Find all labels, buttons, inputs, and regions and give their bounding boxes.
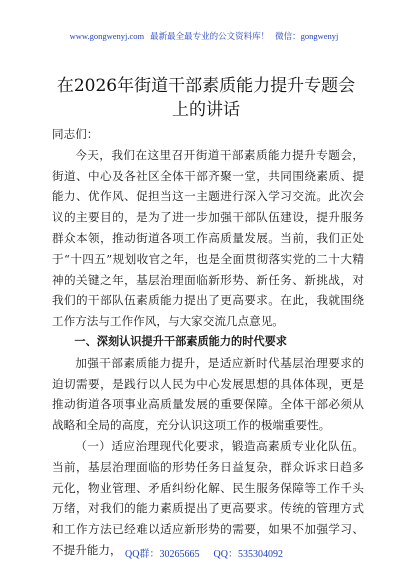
body-paragraph: 今天，我们在这里召开街道干部素质能力提升专题会，街道、中心及各社区全体干部齐聚一堂，共同围绕素质、提能力、优作风、促担当这一主题进行深入学习交流。此次会议的主要目的，是为了进一步加强干部队伍建设，提升服务群众本领，推动街道各项工作高质量发展。当前，我们正处于“十四五”规划收官之年，也是全面贯彻落实党的二十大精神的关键之年，基层治理面临新形势、新任务、新挑战，对我们的干部队伍素质能力提出了更高要求。在此，我就围绕工作方法与工作作风，与大家交流几点意见。: [52, 147, 364, 329]
document-title: 在2026年街道干部素质能力提升专题会上的讲话: [56, 76, 356, 120]
qq-group: QQ群：30265665: [125, 549, 200, 560]
body-paragraph: （一）适应治理现代化要求，锻造高素质专业化队伍。当前，基层治理面临的形势任务日益复杂，群众诉求日趋多元化，物业管理、矛盾纠纷化解、民生服务保障等工作千头万绪，对我们的能力素质提出了更高要求。传统的管理方式和工作方法已经难以适应新形势的需要，如果不加强学习、不提升能力，: [52, 438, 364, 557]
body-paragraph: 加强干部素质能力提升，是适应新时代基层治理要求的迫切需要，是践行以人民为中心发展思想的具体体现，更是推动街道各项事业高质量发展的重要保障。全体干部必须从战略和全局的高度，充分认识这项工作的极端重要性。: [52, 355, 364, 433]
qq-number: QQ：535304092: [213, 549, 283, 560]
page-footer: [0, 545, 408, 560]
document-body: [52, 124, 364, 561]
section-heading: 一、深刻认识提升干部素质能力的时代要求: [74, 334, 287, 348]
wechat-id: 微信：gongwenyj: [275, 31, 339, 41]
site-tagline: 最新最全最专业的公文资料库！: [150, 31, 270, 41]
salutation: 同志们：: [52, 127, 99, 141]
site-url-link[interactable]: www.gongwenyj.com: [69, 31, 145, 41]
page-header: [0, 30, 408, 42]
